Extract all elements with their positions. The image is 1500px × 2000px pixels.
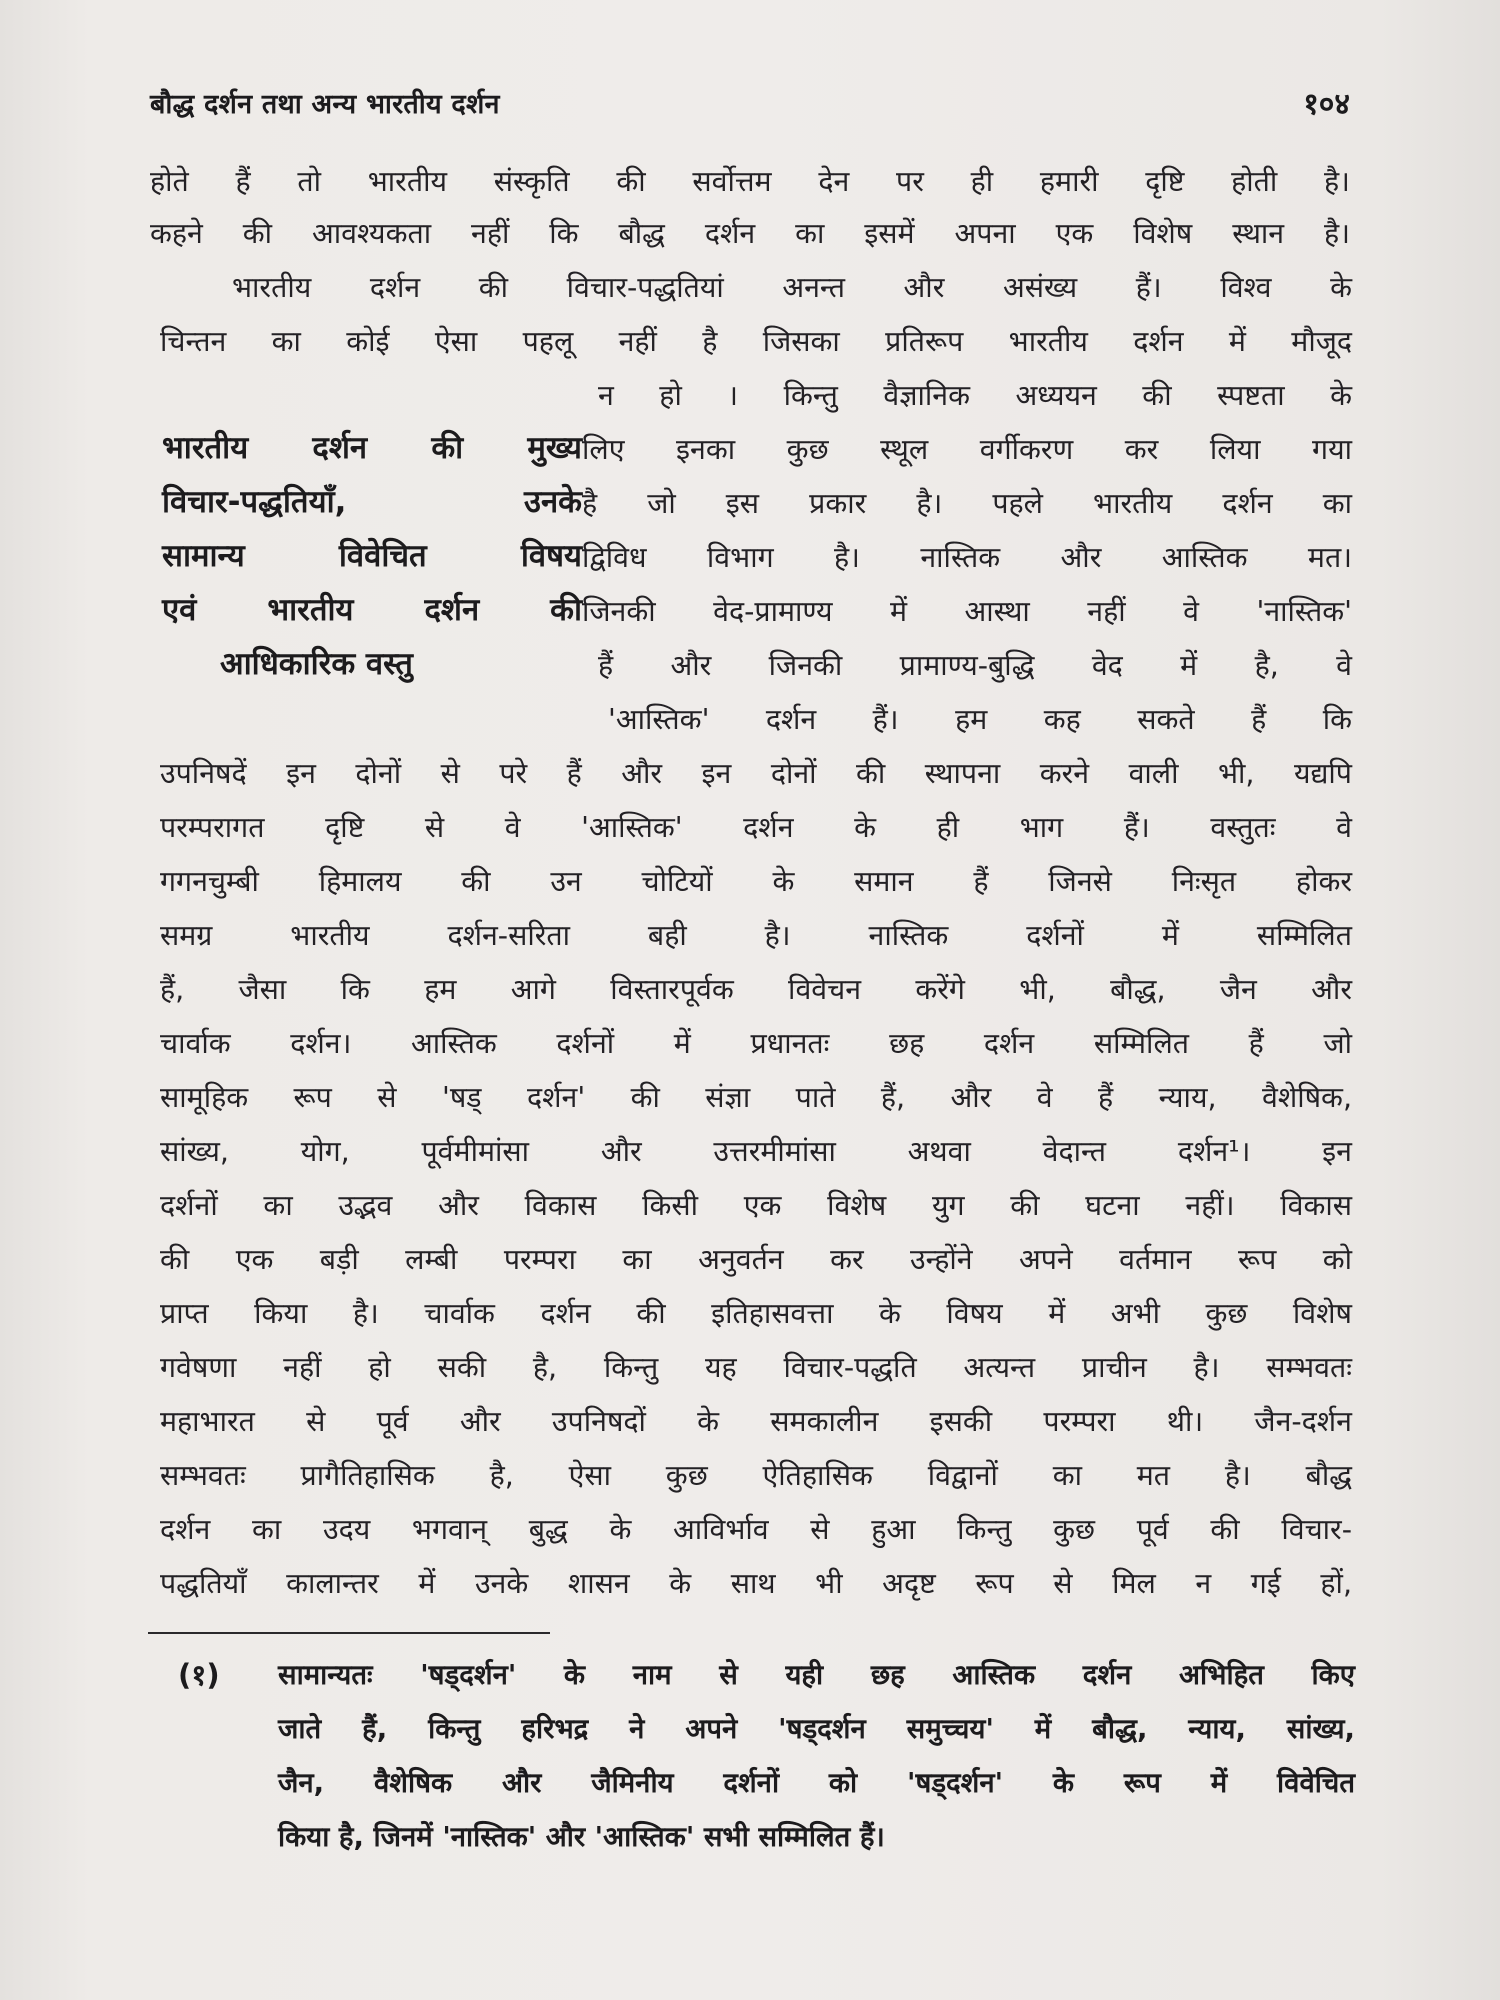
body-line: लिए इनका कुछ स्थूल वर्गीकरण कर लिया गया (582, 433, 1352, 466)
body-line: की एक बड़ी लम्बी परम्परा का अनुवर्तन कर उन्होंने अपने वर्तमान रूप को (160, 1243, 1352, 1276)
side-heading-line: सामान्य विवेचित विषय (162, 538, 582, 574)
side-heading-line: एवं भारतीय दर्शन की (162, 592, 582, 628)
body-line: सांख्य, योग, पूर्वमीमांसा और उत्तरमीमांसा अथवा वेदान्त दर्शन¹। इन (160, 1135, 1352, 1168)
body-line: गगनचुम्बी हिमालय की उन चोटियों के समान हैं जिनसे निःसृत होकर (160, 865, 1352, 898)
body-line: 'आस्तिक' दर्शन हैं। हम कह सकते हैं कि (608, 703, 1352, 736)
body-line: सम्भवतः प्रागैतिहासिक है, ऐसा कुछ ऐतिहासिक विद्वानों का मत है। बौद्ध (160, 1459, 1352, 1492)
running-title: बौद्ध दर्शन तथा अन्य भारतीय दर्शन (150, 89, 500, 120)
body-line: सामूहिक रूप से 'षड् दर्शन' की संज्ञा पाते हैं, और वे हैं न्याय, वैशेषिक, (160, 1081, 1352, 1114)
side-heading-line: विचार-पद्धतियाँ, उनके (162, 484, 582, 520)
body-line: हैं और जिनकी प्रामाण्य-बुद्धि वेद में है, वे (598, 649, 1352, 682)
body-line: दर्शनों का उद्भव और विकास किसी एक विशेष युग की घटना नहीं। विकास (160, 1189, 1352, 1222)
body-line: हैं, जैसा कि हम आगे विस्तारपूर्वक विवेचन करेंगे भी, बौद्ध, जैन और (160, 973, 1352, 1006)
footnote-line: किया है, जिनमें 'नास्तिक' और 'आस्तिक' सभी सम्मिलित हैं। (278, 1821, 885, 1853)
body-line: द्विविध विभाग है। नास्तिक और आस्तिक मत। (582, 541, 1352, 574)
body-line: महाभारत से पूर्व और उपनिषदों के समकालीन इसकी परम्परा थी। जैन-दर्शन (160, 1405, 1352, 1438)
body-line: चार्वाक दर्शन। आस्तिक दर्शनों में प्रधानतः छह दर्शन सम्मिलित हैं जो (160, 1027, 1352, 1060)
body-line: परम्परागत दृष्टि से वे 'आस्तिक' दर्शन के ही भाग हैं। वस्तुतः वे (160, 811, 1352, 844)
body-line: समग्र भारतीय दर्शन-सरिता बही है। नास्तिक दर्शनों में सम्मिलित (160, 919, 1352, 952)
footnote-marker: (१) (178, 1658, 220, 1692)
body-line: प्राप्त किया है। चार्वाक दर्शन की इतिहासवत्ता के विषय में अभी कुछ विशेष (160, 1297, 1352, 1330)
body-line: न हो । किन्तु वैज्ञानिक अध्ययन की स्पष्टता के (598, 379, 1352, 412)
side-heading-line: आधिकारिक वस्तु (220, 646, 413, 682)
body-line: कहने की आवश्यकता नहीं कि बौद्ध दर्शन का इसमें अपना एक विशेष स्थान है। (150, 217, 1350, 250)
body-line: है जो इस प्रकार है। पहले भारतीय दर्शन का (582, 487, 1352, 520)
body-line: होते हैं तो भारतीय संस्कृति की सर्वोत्तम देन पर ही हमारी दृष्टि होती है। (150, 165, 1350, 198)
body-line: उपनिषदें इन दोनों से परे हैं और इन दोनों की स्थापना करने वाली भी, यद्यपि (160, 757, 1353, 790)
footnote-line: सामान्यतः 'षड्दर्शन' के नाम से यही छह आस्तिक दर्शन अभिहित किए (278, 1659, 1355, 1691)
footnote-divider (148, 1632, 550, 1634)
body-line: गवेषणा नहीं हो सकी है, किन्तु यह विचार-पद्धति अत्यन्त प्राचीन है। सम्भवतः (160, 1351, 1352, 1384)
body-line: पद्धतियाँ कालान्तर में उनके शासन के साथ भी अदृष्ट रूप से मिल न गई हों, (160, 1567, 1352, 1600)
body-line: भारतीय दर्शन की विचार-पद्धतियां अनन्त और असंख्य हैं। विश्व के (232, 271, 1352, 304)
body-line: चिन्तन का कोई ऐसा पहलू नहीं है जिसका प्रतिरूप भारतीय दर्शन में मौजूद (160, 325, 1352, 358)
footnote-line: जैन, वैशेषिक और जैमिनीय दर्शनों को 'षड्दर्शन' के रूप में विवेचित (278, 1767, 1355, 1799)
page-header (150, 84, 1350, 124)
side-heading-line: भारतीय दर्शन की मुख्य (162, 430, 582, 466)
footnote-line: जाते हैं, किन्तु हरिभद्र ने अपने 'षड्दर्शन समुच्चय' में बौद्ध, न्याय, सांख्य, (278, 1713, 1355, 1745)
body-line: दर्शन का उदय भगवान् बुद्ध के आविर्भाव से हुआ किन्तु कुछ पूर्व की विचार- (160, 1513, 1352, 1546)
page-number: १०४ (1303, 87, 1350, 122)
body-line: जिनकी वेद-प्रामाण्य में आस्था नहीं वे 'नास्तिक' (582, 595, 1352, 628)
